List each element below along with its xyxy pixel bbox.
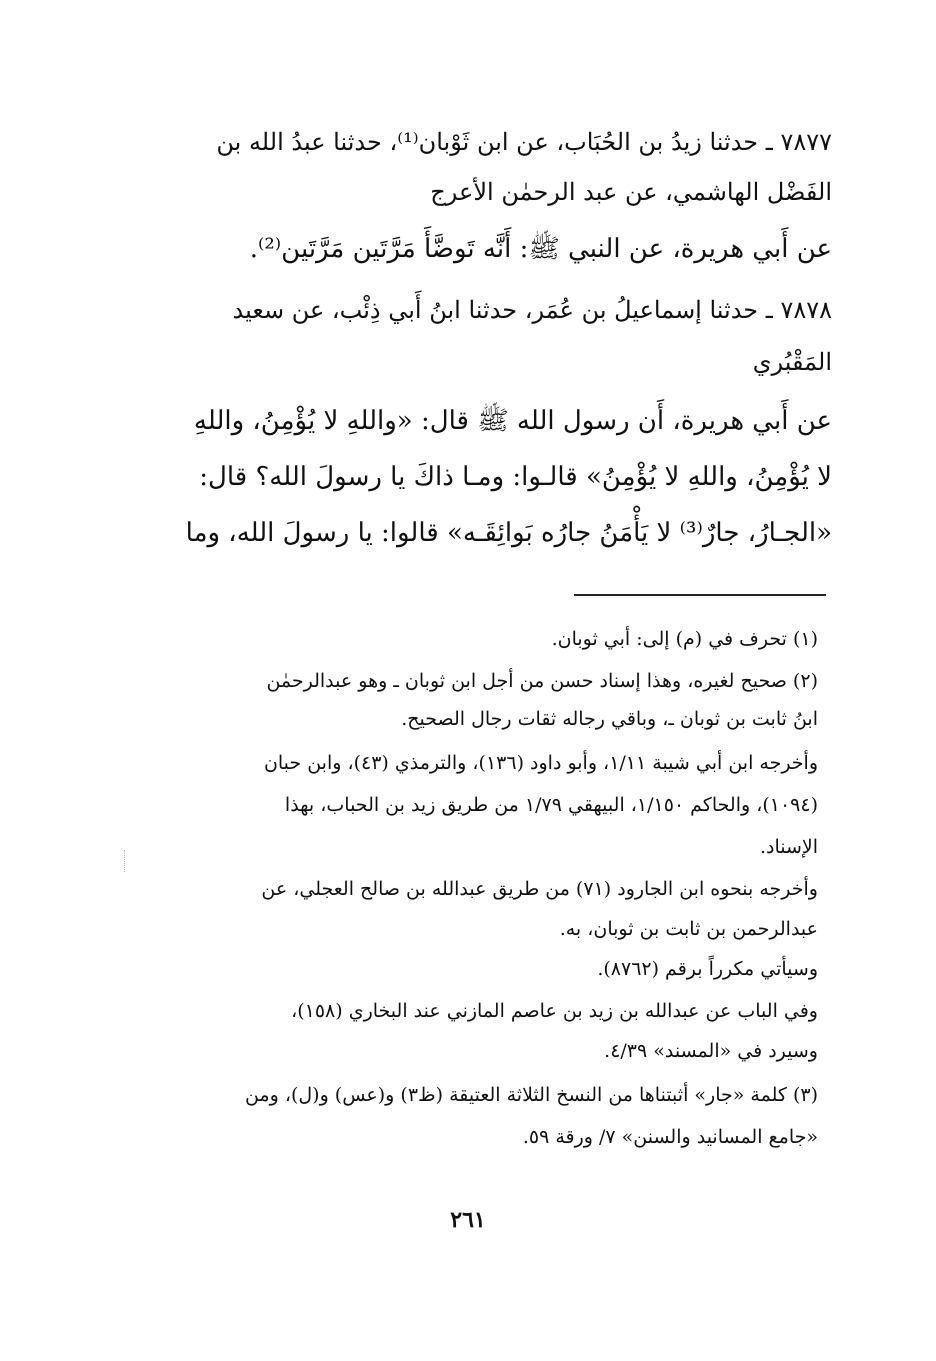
footnote-3-line-2: «جامع المسانيد والسنن» ٧/ ورقة ٥٩. bbox=[522, 1126, 818, 1148]
footnote-2-line-3: وأخرجه ابن أبي شيبة ١/١١، وأبو داود (١٣٦)، والترمذي (٤٣)، وابن حبان bbox=[263, 752, 818, 774]
footnote-2-line-1: (٢) صحيح لغيره، وهذا إسناد حسن من أجل ابن ثوبان ـ وهو عبدالرحمٰن bbox=[266, 670, 818, 692]
footnote-3-line-1: (٣) كلمة «جار» أثبتناها من النسخ الثلاثة العتيقة (ظ٣) و(عس) و(ل)، ومن bbox=[244, 1084, 818, 1106]
footnote-2-line-10: وسيرد في «المسند» ٤/٣٩. bbox=[604, 1040, 818, 1062]
hadith-7878-line-3: عن أَبي هريرة، أَن رسول الله ﷺ قال: «واللهِ لا يُؤْمِنُ، واللهِ bbox=[193, 406, 832, 436]
footnote-2-line-2: ابنُ ثابت بن ثوبان ـ، وباقي رجاله ثقات رجال الصحيح. bbox=[401, 708, 818, 730]
hadith-7877-line-1: ٧٨٧٧ ـ حدثنا زيدُ بن الحُبَاب، عن ابن ثَوْبان⁽¹⁾، حدثنا عبدُ الله بن bbox=[216, 128, 832, 156]
scan-speck bbox=[124, 850, 127, 872]
footnote-1: (١) تحرف في (م) إلى: أبي ثوبان. bbox=[551, 628, 818, 650]
page-number: ٢٦١ bbox=[450, 1207, 486, 1233]
hadith-7878-line-5: «الجـارُ، جارٌ⁽³⁾ لا يَأْمَنُ جارُه بَوائِقَـه» قالوا: يا رسولَ الله، وما bbox=[185, 518, 832, 548]
footnote-2-line-5: الإسناد. bbox=[759, 836, 818, 858]
hadith-7877-line-2: الفَضْل الهاشمي، عن عبد الرحمٰن الأعرج bbox=[430, 178, 832, 206]
hadith-7877-line-3: عن أَبي هريرة، عن النبي ﷺ: أَنَّه تَوضَّأَ مَرَّتَين مَرَّتَين⁽²⁾. bbox=[249, 234, 832, 264]
footnote-2-line-6: وأخرجه بنحوه ابن الجارود (٧١) من طريق عبدالله بن صالح العجلي، عن bbox=[261, 878, 818, 900]
footnote-2-line-8: وسيأتي مكرراً برقم (٨٧٦٢). bbox=[597, 958, 818, 980]
hadith-7878-line-2: المَقْبُري bbox=[752, 348, 832, 376]
footnote-2-line-9: وفي الباب عن عبدالله بن زيد بن عاصم المازني عند البخاري (١٥٨)، bbox=[291, 1000, 818, 1022]
footnote-2-line-4: (١٠٩٤)، والحاكم ١/١٥٠، البيهقي ١/٧٩ من طريق زيد بن الحباب، بهذا bbox=[284, 794, 818, 816]
hadith-7878-line-4: لا يُؤْمِنُ، واللهِ لا يُؤْمِنُ» قالـوا: ومـا ذاكَ يا رسولَ الله؟ قال: bbox=[199, 462, 832, 492]
footnote-2-line-7: عبدالرحمن بن ثابت بن ثوبان، به. bbox=[559, 918, 818, 940]
hadith-7878-line-1: ٧٨٧٨ ـ حدثنا إسماعيلُ بن عُمَر، حدثنا ابنُ أَبي ذِئْب، عن سعيد bbox=[232, 296, 832, 324]
footnote-separator bbox=[574, 594, 826, 596]
